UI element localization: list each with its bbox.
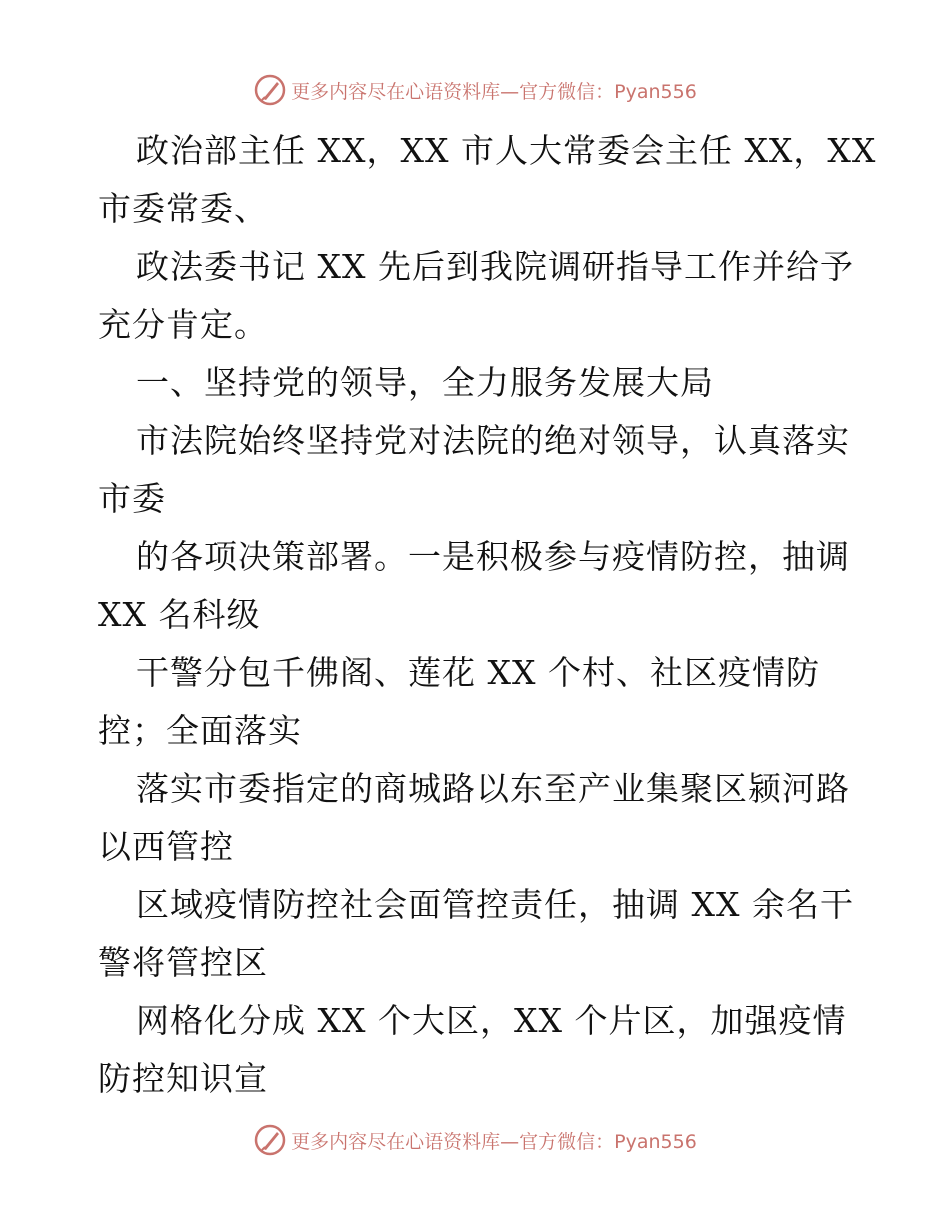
- footer-watermark: [0, 1120, 950, 1160]
- watermark-text: 更多内容尽在心语资料库—官方微信：Pyan556: [291, 1130, 697, 1153]
- text-line: XX 名科级: [98, 595, 261, 634]
- section-heading: 一、坚持党的领导，全力服务发展大局: [136, 363, 714, 402]
- document-body: [98, 122, 877, 1108]
- header-watermark: [0, 70, 950, 110]
- text-line: 区域疫情防控社会面管控责任，抽调 XX 余名干: [136, 885, 854, 924]
- text-line: 市法院始终坚持党对法院的绝对领导，认真落实: [136, 421, 850, 460]
- feather-pen-circle-icon: [253, 1123, 287, 1157]
- text-line: 以西管控: [98, 827, 234, 866]
- text-line: 政治部主任 XX，XX 市人大常委会主任 XX，XX: [136, 131, 877, 170]
- text-line: 控；全面落实: [98, 711, 302, 750]
- text-line: 落实市委指定的商城路以东至产业集聚区颍河路: [136, 769, 850, 808]
- text-line: 干警分包千佛阁、莲花 XX 个村、社区疫情防: [136, 653, 820, 692]
- text-line: 充分肯定。: [98, 305, 268, 344]
- text-line: 的各项决策部署。一是积极参与疫情防控，抽调: [136, 537, 850, 576]
- text-line: 政法委书记 XX 先后到我院调研指导工作并给予: [136, 247, 854, 286]
- watermark-text: 更多内容尽在心语资料库—官方微信：Pyan556: [291, 80, 697, 103]
- text-line: 防控知识宣: [98, 1059, 268, 1098]
- text-line: 市委常委、: [98, 189, 268, 228]
- text-line: 网格化分成 XX 个大区，XX 个片区，加强疫情: [136, 1001, 847, 1040]
- text-line: 市委: [98, 479, 166, 518]
- feather-pen-circle-icon: [253, 73, 287, 107]
- text-line: 警将管控区: [98, 943, 268, 982]
